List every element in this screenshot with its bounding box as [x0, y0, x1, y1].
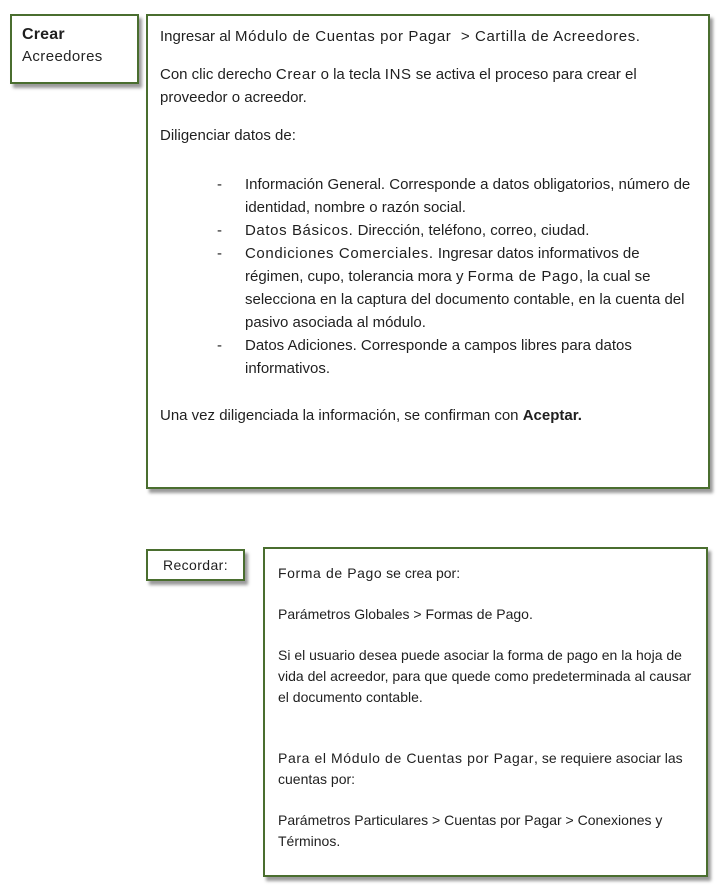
bullet-list	[217, 173, 696, 380]
text-run: , la cual se selecciona en la captura del documento contable, en la cuenta del pasivo asociada al módulo.	[245, 268, 689, 331]
list-item-datos-basicos	[217, 219, 696, 242]
list-item-condiciones-comerciales	[217, 242, 696, 334]
term-aceptar-bold: Aceptar.	[522, 407, 582, 424]
term-module-path: Módulo de Cuentas por Pagar > Cartilla de Acreedores.	[235, 28, 641, 45]
section-title: Crear	[22, 26, 65, 43]
text-run: Con clic derecho	[160, 66, 276, 83]
paragraph-module-path	[160, 25, 696, 48]
text-run: Parámetros Globales > Formas de Pago.	[278, 606, 533, 622]
text-run: o la tecla	[316, 66, 385, 83]
instructions-box	[146, 14, 710, 489]
paragraph-modulo-cuentas-requiere	[278, 748, 693, 790]
recordar-label: Recordar:	[162, 557, 229, 573]
list-item-datos-adiciones	[217, 334, 696, 380]
text-run: Ingresar datos informativos de régimen, cupo, tolerancia mora y	[245, 245, 644, 285]
text-run: Si el usuario desea puede asociar la forma de pago en la hoja de vida del acreedor, para que quede como predeterminada al causar el documento contable.	[278, 647, 696, 705]
bullet-text	[245, 242, 696, 334]
recordar-label-box	[146, 549, 245, 581]
term-datos-basicos: Datos Básicos.	[245, 222, 354, 239]
text-run: Información General. Corresponde a datos obligatorios, número de identidad, nombre o razón social.	[245, 176, 695, 216]
note-box	[263, 547, 708, 877]
section-subtitle: Acreedores	[22, 48, 103, 65]
bullet-text	[245, 334, 696, 380]
text-run: Dirección, teléfono, correo, ciudad.	[353, 222, 590, 239]
paragraph-confirm-aceptar	[160, 404, 696, 427]
list-item-informacion-general	[217, 173, 696, 219]
term-forma-de-pago: Forma de Pago	[278, 565, 383, 581]
term-forma-de-pago: Forma de Pago	[467, 268, 579, 285]
term-modulo-cuentas-por-pagar: Para el Módulo de Cuentas por Pagar	[278, 750, 535, 766]
term-ins-key: INS	[384, 66, 412, 83]
text-run: se crea por:	[382, 565, 461, 581]
bullet-marker: -	[217, 222, 222, 239]
bullet-marker: -	[217, 337, 222, 354]
text-run: se activa el proceso para crear el proveedor o acreedor.	[160, 66, 641, 106]
text-run: Ingresar al	[160, 28, 236, 45]
text-run: Una vez diligenciada la información, se confirman con	[160, 407, 523, 424]
text-run: Diligenciar datos de:	[160, 127, 296, 144]
text-run: Parámetros Particulares > Cuentas por Pagar > Conexiones y Términos.	[278, 812, 667, 849]
text-run: , se requiere asociar las cuentas por:	[278, 750, 687, 787]
paragraph-forma-pago-crea	[278, 563, 693, 584]
term-condiciones-comerciales: Condiciones Comerciales.	[245, 245, 434, 262]
paragraph-diligenciar	[160, 124, 696, 147]
term-crear: Crear	[275, 66, 317, 83]
bullet-marker: -	[217, 176, 222, 193]
paragraph-parametros-globales-path	[278, 604, 693, 625]
paragraph-create-process	[160, 63, 696, 109]
paragraph-parametros-particulares-path	[278, 810, 693, 852]
section-label-box	[10, 14, 139, 84]
bullet-text	[245, 173, 696, 219]
paragraph-asociar-forma-pago	[278, 645, 696, 708]
bullet-marker: -	[217, 245, 222, 262]
text-run: Datos Adiciones. Corresponde a campos libres para datos informativos.	[245, 337, 637, 377]
bullet-text	[245, 219, 696, 242]
